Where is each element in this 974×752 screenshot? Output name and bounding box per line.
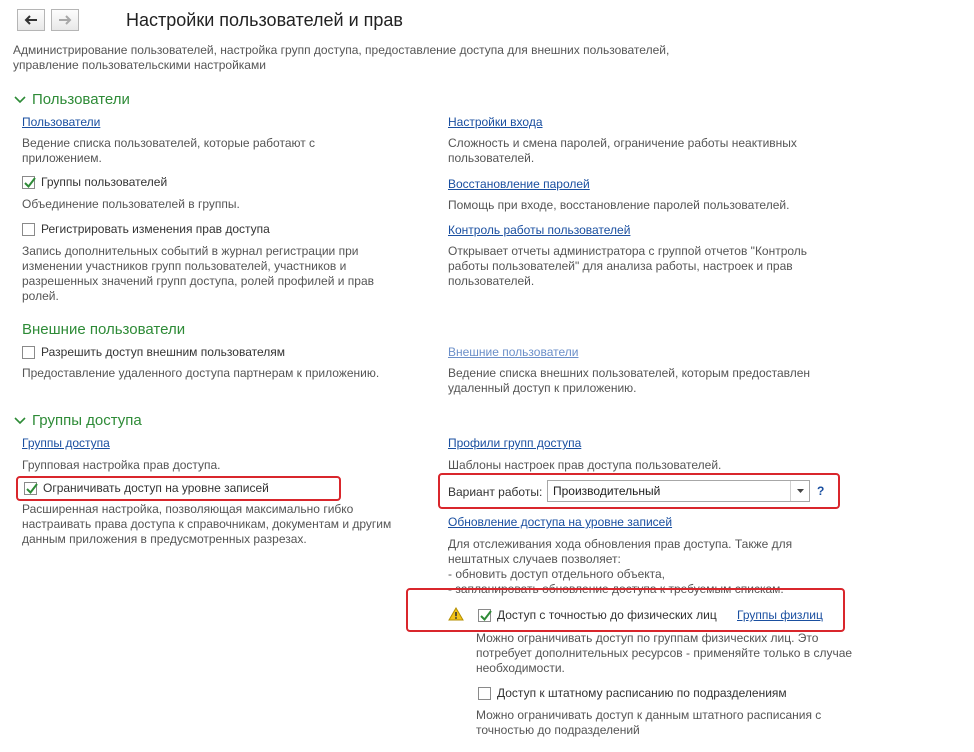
external-users-desc: Ведение списка внешних пользователей, которым предоставлен удаленный доступ к приложению. — [448, 366, 811, 395]
chevron-collapse-icon — [14, 417, 26, 425]
section-users[interactable] — [14, 91, 130, 108]
work-mode-dropdown-button[interactable] — [790, 481, 809, 501]
page-title: Настройки пользователей и прав — [126, 10, 403, 30]
individuals-checkbox[interactable] — [478, 609, 491, 622]
work-mode-label: Вариант работы: — [448, 485, 543, 499]
access-groups-link[interactable]: Группы доступа — [22, 436, 110, 450]
log-changes-label: Регистрировать изменения прав доступа — [41, 222, 270, 236]
allow-external-checkbox[interactable] — [22, 346, 35, 359]
section-access-groups[interactable] — [14, 412, 142, 429]
allow-external-row[interactable] — [22, 345, 285, 359]
user-groups-row[interactable] — [22, 175, 167, 189]
access-profiles-link[interactable]: Профили групп доступа — [448, 436, 582, 450]
page-description: Администрирование пользователей, настройка групп доступа, предоставление доступа для внешних пользователей, управление пользовательскими настройками — [13, 43, 670, 72]
forward-button[interactable] — [51, 9, 79, 31]
external-users-link[interactable]: Внешние пользователи — [448, 345, 579, 359]
access-profiles-desc: Шаблоны настроек прав доступа пользователей. — [448, 458, 722, 472]
individuals-groups-link[interactable]: Группы физлиц — [737, 608, 823, 622]
log-changes-desc: Запись дополнительных событий в журнал регистрации при изменении участников групп пользователей, участников и разрешенных значений групп доступа, ролей профилей и прав ролей. — [22, 244, 374, 303]
checkmark-icon — [23, 176, 37, 190]
record-level-checkbox[interactable] — [24, 482, 37, 495]
update-desc-line4: - запланировать обновление доступа к требуемым спискам. — [448, 582, 784, 596]
password-recovery-link[interactable]: Восстановление паролей — [448, 177, 590, 191]
access-groups-desc: Групповая настройка прав доступа. — [22, 458, 221, 472]
section-access-title: Группы доступа — [32, 412, 142, 429]
password-recovery-desc: Помощь при входе, восстановление паролей пользователей. — [448, 198, 790, 212]
allow-external-label: Разрешить доступ внешним пользователям — [41, 345, 286, 359]
users-desc: Ведение списка пользователей, которые работают с приложением. — [22, 136, 316, 165]
warning-icon — [448, 607, 464, 621]
work-control-link[interactable]: Контроль работы пользователей — [448, 223, 631, 237]
login-settings-link[interactable]: Настройки входа — [448, 115, 543, 129]
help-button[interactable]: ? — [817, 484, 825, 498]
staffing-checkbox[interactable] — [478, 687, 491, 700]
update-desc-line2: нештатных случаев позволяет: — [448, 552, 621, 566]
log-changes-row[interactable] — [22, 222, 270, 236]
user-groups-checkbox[interactable] — [22, 176, 35, 189]
dropdown-arrow-icon — [797, 489, 804, 493]
update-access-link[interactable]: Обновление доступа на уровне записей — [448, 515, 673, 529]
users-link[interactable]: Пользователи — [22, 115, 101, 129]
individuals-row[interactable] — [478, 608, 717, 622]
staffing-desc: Можно ограничивать доступ к данным штатного расписания с точностью до подразделений — [476, 708, 822, 737]
section-users-title: Пользователи — [32, 91, 130, 108]
work-mode-value: Производительный — [553, 484, 661, 498]
record-level-label: Ограничивать доступ на уровне записей — [43, 481, 269, 495]
section-external-users — [22, 321, 185, 338]
log-changes-checkbox[interactable] — [22, 223, 35, 236]
individuals-desc: Можно ограничивать доступ по группам физических лиц. Это потребует дополнительных ресурсов - применяйте только в случае необходимости. — [476, 631, 853, 675]
work-control-desc: Открывает отчеты администратора с группой отчетов "Контроль работы пользователей" для анализа работы, настроек и прав пользователей. — [448, 244, 808, 288]
checkmark-icon — [479, 609, 493, 623]
section-external-title: Внешние пользователи — [22, 321, 186, 338]
staffing-label: Доступ к штатному расписанию по подразделениям — [497, 686, 787, 700]
allow-external-desc: Предоставление удаленного доступа партнерам к приложению. — [22, 366, 380, 380]
work-mode-select[interactable] — [547, 480, 810, 502]
checkmark-icon — [25, 482, 39, 496]
back-button[interactable] — [17, 9, 45, 31]
forward-arrow-icon — [58, 15, 72, 25]
update-desc-line1: Для отслеживания хода обновления прав доступа. Также для — [448, 537, 793, 551]
staffing-row[interactable] — [478, 686, 787, 700]
update-desc-line3: - обновить доступ отдельного объекта, — [448, 567, 666, 581]
login-settings-desc: Сложность и смена паролей, ограничение работы неактивных пользователей. — [448, 136, 797, 165]
individuals-label: Доступ с точностью до физических лиц — [497, 608, 717, 622]
user-groups-desc: Объединение пользователей в группы. — [22, 197, 240, 211]
user-groups-label: Группы пользователей — [41, 175, 168, 189]
record-level-desc: Расширенная настройка, позволяющая максимально гибко настраивать права доступа к справочникам, документам и другим данным приложения в предусмотренных разрезах. — [22, 502, 392, 546]
chevron-collapse-icon — [14, 96, 26, 104]
back-arrow-icon — [24, 15, 38, 25]
record-level-row[interactable] — [24, 481, 269, 495]
